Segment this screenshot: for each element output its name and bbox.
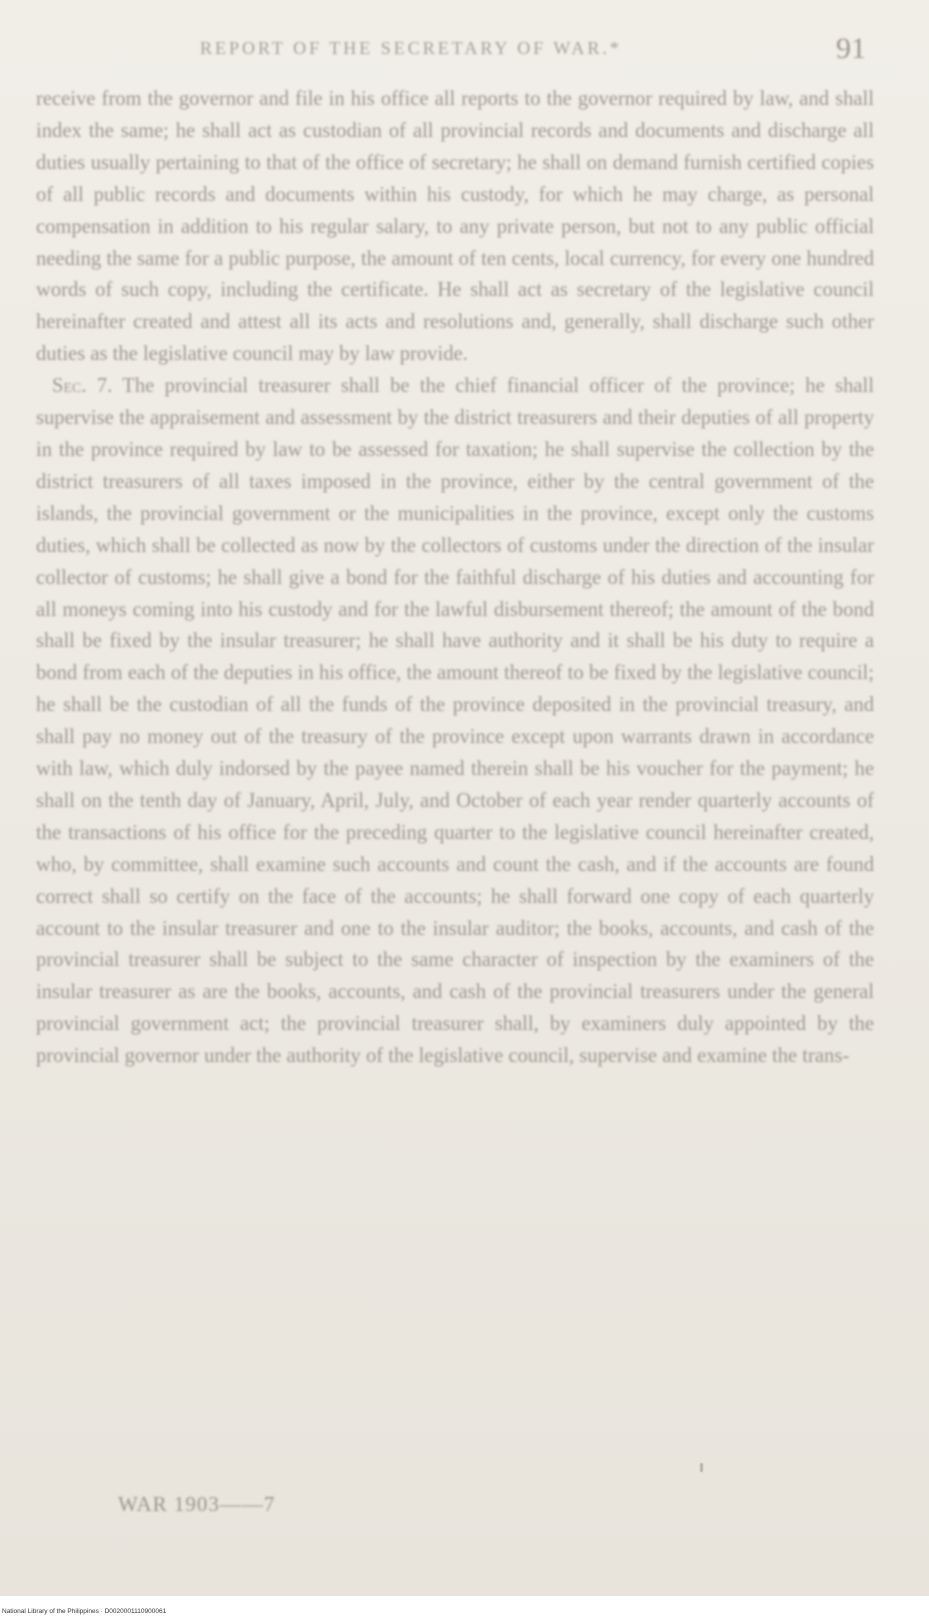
scan-footer	[0, 1596, 929, 1618]
page-number: 91	[836, 32, 866, 65]
page-header	[40, 30, 880, 70]
scan-credit: National Library of the Philippines · D0020001110900061	[2, 1608, 167, 1615]
running-head: REPORT OF THE SECRETARY OF WAR.*	[200, 38, 622, 58]
signature-mark: WAR 1903——7	[118, 1492, 276, 1516]
ink-speck	[700, 1463, 703, 1472]
section-7-text: The provincial treasurer shall be the chief financial officer of the province; he shall supervise the appraisement and assessment by the district treasurers and their deputies of all property in the province required by law to be assessed for taxation; he shall supervise the collection by the district treasurers of all taxes imposed in the province, either by the central government of the islands, the provincial government or the municipalities in the province, except only the customs duties, which shall be collected as now by the collectors of customs under the direction of the insular collector of customs; he shall give a bond for the faithful discharge of his duties and accounting for all moneys coming into his custody and for the lawful disbursement thereof; the amount of the bond shall be fixed by the insular treasurer; he shall have authority and it shall be his duty to require a bond from each of the deputies in his office, the amount thereof to be fixed by the legislative council; he shall be the custodian of all the funds of the province deposited in the provincial treasury, and shall pay no money out of the treasury of the province except upon warrants drawn in accordance with law, which duly indorsed by the payee named therein shall be his voucher for the payment; he shall on the tenth day of January, April, July, and October of each year render quarterly accounts of the transactions of his office for the preceding quarter to the legislative council hereinafter created, who, by committee, shall examine such accounts and count the cash, and if the accounts are found correct shall so certify on the face of the accounts; he shall forward one copy of each quarterly account to the insular treasurer and one to the insular auditor; the books, accounts, and cash of the provincial treasurer shall be subject to the same character of inspection by the examiners of the insular treasurer as are the books, accounts, and cash of the provincial treasurers under the general provincial government act; the provincial treasurer shall, by examiners duly appointed by the provincial governor under the authority of the legislative council, supervise and examine the trans-	[36, 375, 874, 1068]
body-text	[36, 84, 874, 1073]
section-label: Sec. 7.	[52, 375, 113, 398]
paragraph-continued: receive from the governor and file in his office all reports to the governor required by law, and shall index the same; he shall act as custodian of all provincial records and documents and discharge all duties usually pertaining to that of the office of secretary; he shall on demand furnish certified copies of all public records and documents within his custody, for which he may charge, as personal compensation in addition to his regular salary, to any private person, but not to any public official needing the same for a public purpose, the amount of ten cents, local currency, for every one hundred words of such copy, including the certificate. He shall act as secretary of the legislative council hereinafter created and attest all its acts and resolutions and, generally, shall discharge such other duties as the legislative council may by law provide.	[36, 88, 874, 366]
paragraph-section-7	[36, 371, 874, 1073]
